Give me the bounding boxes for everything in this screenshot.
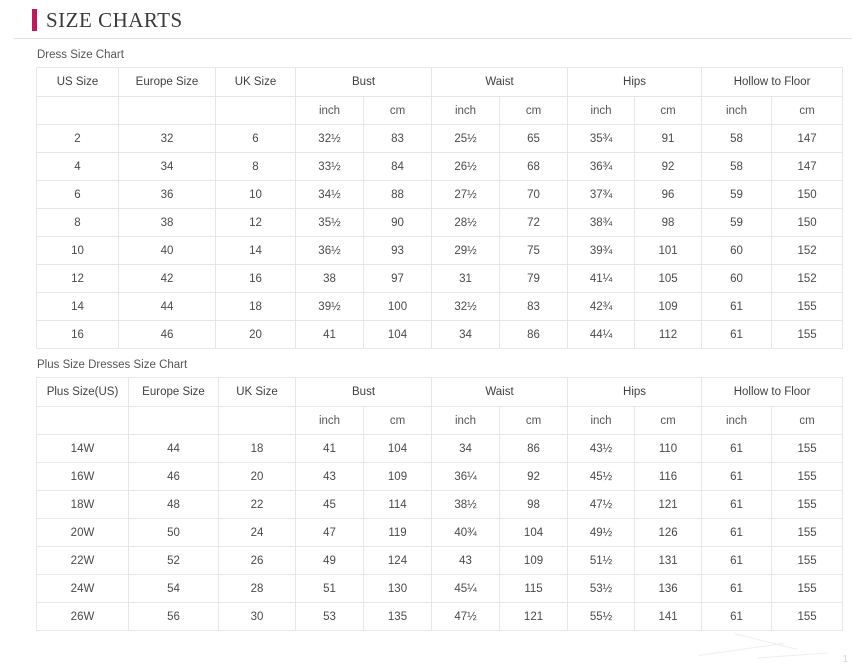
table-cell: 59 — [702, 181, 772, 209]
table-cell: 18W — [37, 491, 129, 519]
table-cell: 104 — [364, 321, 432, 349]
table-cell: 46 — [119, 321, 216, 349]
table-cell: 51 — [296, 575, 364, 603]
dress-size-chart-section — [0, 49, 866, 349]
plus-size-table-body — [37, 378, 843, 631]
table-cell: 52 — [129, 547, 219, 575]
table-cell: 155 — [772, 293, 843, 321]
table-cell: 6 — [216, 125, 296, 153]
table-cell: 50 — [129, 519, 219, 547]
table-cell: 20 — [219, 463, 296, 491]
table-cell: 136 — [635, 575, 702, 603]
table-cell: 42¾ — [568, 293, 635, 321]
table-cell: 42 — [119, 265, 216, 293]
column-header: Europe Size — [119, 68, 216, 97]
table-row — [37, 463, 843, 491]
table-row — [37, 547, 843, 575]
table-cell: 61 — [702, 491, 772, 519]
table-cell: 155 — [772, 519, 843, 547]
table-cell: 59 — [702, 209, 772, 237]
table-cell: 18 — [216, 293, 296, 321]
table-row — [37, 603, 843, 631]
table-cell: 2 — [37, 125, 119, 153]
table-cell: 32 — [119, 125, 216, 153]
table-cell: 34 — [432, 435, 500, 463]
table-cell: 30 — [219, 603, 296, 631]
table-cell: 98 — [635, 209, 702, 237]
table-cell: 124 — [364, 547, 432, 575]
table-cell: 97 — [364, 265, 432, 293]
table-cell: 26 — [219, 547, 296, 575]
table-cell: 115 — [500, 575, 568, 603]
table-cell: 61 — [702, 519, 772, 547]
table-cell: 152 — [772, 265, 843, 293]
table-cell: 14 — [37, 293, 119, 321]
table-cell: 8 — [37, 209, 119, 237]
table-cell: 93 — [364, 237, 432, 265]
table-cell: 83 — [500, 293, 568, 321]
page-header — [0, 0, 866, 38]
table-cell: 45½ — [568, 463, 635, 491]
table-cell: 68 — [500, 153, 568, 181]
table-cell: 32½ — [432, 293, 500, 321]
table-cell: 109 — [500, 547, 568, 575]
column-header: Waist — [432, 378, 568, 407]
table-cell: 141 — [635, 603, 702, 631]
table-cell: 155 — [772, 435, 843, 463]
table-cell: 38 — [119, 209, 216, 237]
table-cell: 101 — [635, 237, 702, 265]
table-cell: 86 — [500, 435, 568, 463]
table-cell: 31 — [432, 265, 500, 293]
table-row — [37, 265, 843, 293]
column-header: Hollow to Floor — [702, 378, 843, 407]
table-cell: 47½ — [432, 603, 500, 631]
table-cell: 116 — [635, 463, 702, 491]
table-cell: 20 — [216, 321, 296, 349]
table-cell: 110 — [635, 435, 702, 463]
unit-cell: inch — [568, 97, 635, 125]
table-cell: 155 — [772, 321, 843, 349]
table-cell: 135 — [364, 603, 432, 631]
table-cell: 92 — [635, 153, 702, 181]
table-row — [37, 519, 843, 547]
unit-cell — [219, 407, 296, 435]
table-cell: 61 — [702, 435, 772, 463]
table-cell: 32½ — [296, 125, 364, 153]
table-cell: 20W — [37, 519, 129, 547]
table-cell: 92 — [500, 463, 568, 491]
column-header: Hips — [568, 68, 702, 97]
table-cell: 49½ — [568, 519, 635, 547]
table-cell: 47½ — [568, 491, 635, 519]
table-cell: 109 — [635, 293, 702, 321]
table-cell: 41 — [296, 321, 364, 349]
table-cell: 155 — [772, 491, 843, 519]
table-cell: 91 — [635, 125, 702, 153]
table-cell: 4 — [37, 153, 119, 181]
table-cell: 16 — [37, 321, 119, 349]
dress-size-table — [36, 67, 843, 349]
column-header: Waist — [432, 68, 568, 97]
table-cell: 22 — [219, 491, 296, 519]
table-cell: 48 — [129, 491, 219, 519]
table-cell: 39½ — [296, 293, 364, 321]
table-cell: 33½ — [296, 153, 364, 181]
unit-cell — [129, 407, 219, 435]
table-cell: 53½ — [568, 575, 635, 603]
table-cell: 36 — [119, 181, 216, 209]
table-cell: 155 — [772, 547, 843, 575]
plus-size-table — [36, 377, 843, 631]
column-header: Bust — [296, 68, 432, 97]
table-row — [37, 321, 843, 349]
table-cell: 96 — [635, 181, 702, 209]
table-cell: 86 — [500, 321, 568, 349]
table-cell: 58 — [702, 153, 772, 181]
table-cell: 16W — [37, 463, 129, 491]
table-cell: 147 — [772, 153, 843, 181]
unit-cell: cm — [772, 97, 843, 125]
column-header: Hollow to Floor — [702, 68, 843, 97]
table-cell: 61 — [702, 463, 772, 491]
table-cell: 41¼ — [568, 265, 635, 293]
page-number: 1 — [842, 654, 848, 665]
table-cell: 43½ — [568, 435, 635, 463]
table-cell: 104 — [364, 435, 432, 463]
table-cell: 119 — [364, 519, 432, 547]
section-caption: Dress Size Chart — [37, 49, 124, 61]
watermark — [698, 635, 848, 665]
table-cell: 121 — [635, 491, 702, 519]
table-cell: 109 — [364, 463, 432, 491]
table-cell: 150 — [772, 181, 843, 209]
table-cell: 150 — [772, 209, 843, 237]
table-cell: 10 — [216, 181, 296, 209]
table-row — [37, 125, 843, 153]
unit-cell: cm — [364, 97, 432, 125]
table-row — [37, 153, 843, 181]
plus-size-chart-section — [0, 359, 866, 631]
unit-cell: cm — [772, 407, 843, 435]
table-cell: 47 — [296, 519, 364, 547]
table-cell: 18 — [219, 435, 296, 463]
table-cell: 12 — [37, 265, 119, 293]
table-cell: 34½ — [296, 181, 364, 209]
table-cell: 56 — [129, 603, 219, 631]
unit-row — [37, 97, 843, 125]
table-cell: 26W — [37, 603, 129, 631]
table-cell: 34 — [432, 321, 500, 349]
table-cell: 155 — [772, 603, 843, 631]
table-cell: 84 — [364, 153, 432, 181]
table-cell: 43 — [296, 463, 364, 491]
table-cell: 61 — [702, 603, 772, 631]
unit-cell: cm — [500, 407, 568, 435]
table-cell: 61 — [702, 575, 772, 603]
table-cell: 72 — [500, 209, 568, 237]
unit-cell: inch — [702, 97, 772, 125]
table-cell: 155 — [772, 463, 843, 491]
table-cell: 53 — [296, 603, 364, 631]
column-header: Plus Size(US) — [37, 378, 129, 407]
table-cell: 24 — [219, 519, 296, 547]
table-cell: 40¾ — [432, 519, 500, 547]
unit-cell: inch — [296, 97, 364, 125]
table-cell: 60 — [702, 237, 772, 265]
table-cell: 61 — [702, 293, 772, 321]
table-cell: 24W — [37, 575, 129, 603]
table-cell: 130 — [364, 575, 432, 603]
table-cell: 6 — [37, 181, 119, 209]
table-cell: 126 — [635, 519, 702, 547]
table-cell: 40 — [119, 237, 216, 265]
unit-cell: inch — [432, 407, 500, 435]
table-cell: 36¾ — [568, 153, 635, 181]
table-cell: 70 — [500, 181, 568, 209]
table-cell: 36¼ — [432, 463, 500, 491]
dress-size-table-body — [37, 68, 843, 349]
table-cell: 14 — [216, 237, 296, 265]
table-cell: 58 — [702, 125, 772, 153]
table-cell: 38¾ — [568, 209, 635, 237]
table-cell: 43 — [432, 547, 500, 575]
unit-cell: cm — [635, 407, 702, 435]
column-header: Bust — [296, 378, 432, 407]
table-header-row — [37, 378, 843, 407]
table-cell: 44 — [129, 435, 219, 463]
table-cell: 28 — [219, 575, 296, 603]
table-cell: 51½ — [568, 547, 635, 575]
table-cell: 105 — [635, 265, 702, 293]
unit-cell — [119, 97, 216, 125]
table-cell: 34 — [119, 153, 216, 181]
page-title: SIZE CHARTS — [46, 7, 183, 32]
column-header: US Size — [37, 68, 119, 97]
column-header: UK Size — [219, 378, 296, 407]
table-cell: 49 — [296, 547, 364, 575]
table-cell: 39¾ — [568, 237, 635, 265]
table-cell: 26½ — [432, 153, 500, 181]
table-cell: 65 — [500, 125, 568, 153]
table-cell: 75 — [500, 237, 568, 265]
table-row — [37, 491, 843, 519]
table-cell: 104 — [500, 519, 568, 547]
table-cell: 29½ — [432, 237, 500, 265]
unit-cell: inch — [296, 407, 364, 435]
table-row — [37, 209, 843, 237]
table-cell: 44¼ — [568, 321, 635, 349]
table-cell: 25½ — [432, 125, 500, 153]
table-cell: 54 — [129, 575, 219, 603]
table-cell: 60 — [702, 265, 772, 293]
unit-cell — [37, 97, 119, 125]
table-cell: 41 — [296, 435, 364, 463]
unit-cell — [37, 407, 129, 435]
table-cell: 79 — [500, 265, 568, 293]
table-cell: 16 — [216, 265, 296, 293]
table-row — [37, 435, 843, 463]
unit-cell: cm — [635, 97, 702, 125]
table-cell: 83 — [364, 125, 432, 153]
table-row — [37, 293, 843, 321]
unit-cell: cm — [364, 407, 432, 435]
table-cell: 37¾ — [568, 181, 635, 209]
table-cell: 28½ — [432, 209, 500, 237]
table-cell: 121 — [500, 603, 568, 631]
column-header: Europe Size — [129, 378, 219, 407]
unit-row — [37, 407, 843, 435]
table-cell: 90 — [364, 209, 432, 237]
table-cell: 36½ — [296, 237, 364, 265]
accent-bar — [32, 9, 37, 31]
column-header: UK Size — [216, 68, 296, 97]
table-cell: 45 — [296, 491, 364, 519]
table-cell: 27½ — [432, 181, 500, 209]
table-cell: 38 — [296, 265, 364, 293]
table-cell: 22W — [37, 547, 129, 575]
unit-cell: inch — [568, 407, 635, 435]
table-cell: 8 — [216, 153, 296, 181]
table-cell: 98 — [500, 491, 568, 519]
table-cell: 35½ — [296, 209, 364, 237]
table-cell: 61 — [702, 547, 772, 575]
table-cell: 38½ — [432, 491, 500, 519]
table-cell: 44 — [119, 293, 216, 321]
section-caption: Plus Size Dresses Size Chart — [37, 359, 188, 371]
table-cell: 55½ — [568, 603, 635, 631]
unit-cell: inch — [702, 407, 772, 435]
table-cell: 155 — [772, 575, 843, 603]
table-cell: 114 — [364, 491, 432, 519]
table-cell: 147 — [772, 125, 843, 153]
table-cell: 14W — [37, 435, 129, 463]
table-cell: 152 — [772, 237, 843, 265]
column-header: Hips — [568, 378, 702, 407]
table-cell: 10 — [37, 237, 119, 265]
table-cell: 88 — [364, 181, 432, 209]
table-cell: 61 — [702, 321, 772, 349]
table-cell: 112 — [635, 321, 702, 349]
table-cell: 131 — [635, 547, 702, 575]
table-cell: 46 — [129, 463, 219, 491]
table-cell: 12 — [216, 209, 296, 237]
table-cell: 45¼ — [432, 575, 500, 603]
header-divider — [14, 38, 852, 39]
table-header-row — [37, 68, 843, 97]
unit-cell: inch — [432, 97, 500, 125]
table-cell: 35¾ — [568, 125, 635, 153]
unit-cell — [216, 97, 296, 125]
table-row — [37, 237, 843, 265]
unit-cell: cm — [500, 97, 568, 125]
table-row — [37, 575, 843, 603]
table-cell: 100 — [364, 293, 432, 321]
table-row — [37, 181, 843, 209]
